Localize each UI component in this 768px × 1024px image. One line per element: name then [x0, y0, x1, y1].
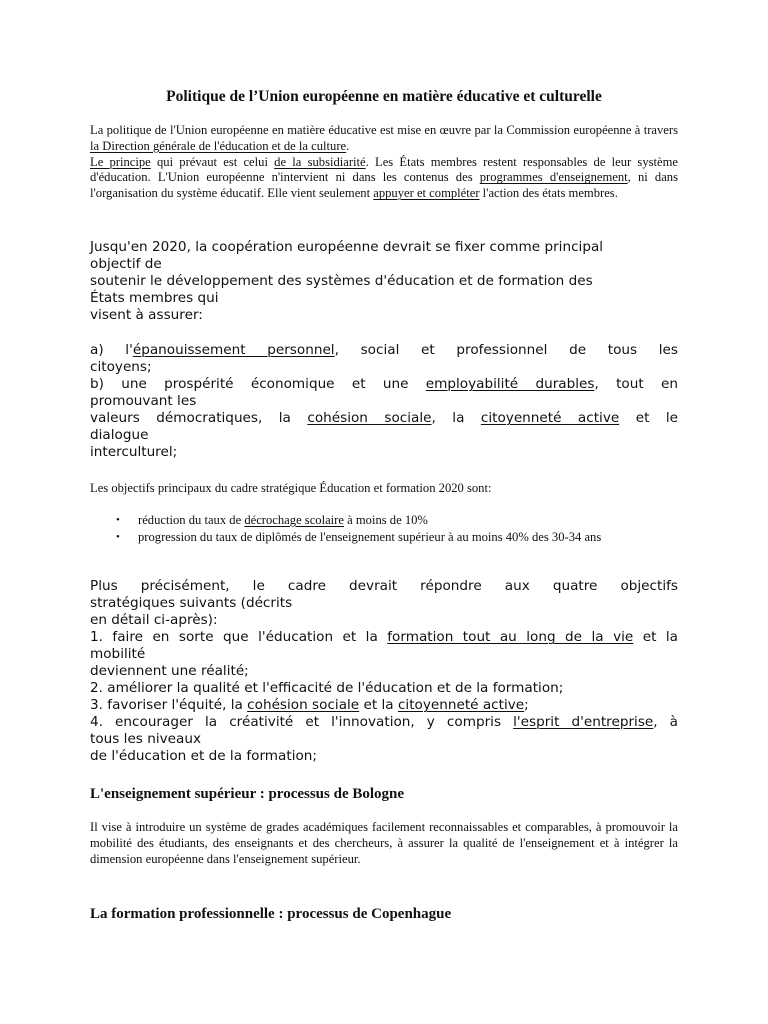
- objective-1-line-3: deviennent une réalité;: [90, 663, 249, 679]
- aim-c-suffix: et le: [619, 410, 679, 426]
- aim-b-suffix: , tout en: [594, 376, 678, 392]
- strategic-line: stratégiques suivants (décrits: [90, 595, 293, 611]
- objective-4-line-2: tous les niveaux: [90, 731, 202, 747]
- bullet-text: progression du taux de diplômés de l'enseignement supérieur à au moins 40% des 30-34 ans: [138, 530, 602, 544]
- link-cohesion-sociale[interactable]: cohésion sociale: [307, 410, 432, 426]
- bullet-1-suffix: à moins de 10%: [343, 513, 428, 527]
- document-title: Politique de l’Union européenne en matière éducative et culturelle: [166, 88, 602, 105]
- cooperation-paragraph: [90, 239, 678, 324]
- aim-b-prefix: b) une prospérité économique et une: [90, 376, 426, 392]
- intro-text-6: l'action des états membres.: [479, 186, 618, 201]
- objective-3: [90, 697, 678, 714]
- objective-1-suffix: et la: [633, 629, 678, 645]
- aim-b: [90, 376, 678, 393]
- aim-a-prefix: a) l': [90, 342, 133, 358]
- link-le-principe[interactable]: Le principe: [90, 154, 151, 169]
- list-item: [90, 529, 678, 545]
- intro-text-5: , ni dans l'organisation du système éducatif. Elle vient seulement: [90, 170, 679, 201]
- aim-c-line-2: dialogue: [90, 427, 149, 443]
- link-citoyennete-active-2[interactable]: citoyenneté active: [397, 697, 525, 713]
- bullet-icon: •: [116, 514, 120, 526]
- aims-list: [90, 342, 678, 461]
- objectives-intro: Les objectifs principaux du cadre stratégique Éducation et formation 2020 sont:: [90, 481, 492, 495]
- intro-text-4: . Les États membres restent responsables de leur système d'éducation. L'Union européenne n'intervient ni dans les contenus des: [90, 154, 678, 185]
- aim-c-prefix: valeurs démocratiques, la: [90, 410, 308, 426]
- intro-text-1: La politique de l'Union européenne en matière éducative est mise en œuvre par la Commission européenne à travers: [90, 123, 678, 137]
- bullet-icon: •: [116, 531, 120, 543]
- heading-bologne: L'enseignement supérieur : processus de Bologne: [90, 786, 405, 802]
- aim-c: [90, 410, 678, 427]
- objective-1-line-2: mobilité: [90, 646, 146, 662]
- link-epanouissement-personnel[interactable]: épanouissement personnel: [132, 342, 335, 358]
- aim-a-suffix: , social et professionnel de tous les: [334, 342, 678, 358]
- strategic-line: Plus précisément, le cadre devrait répondre aux quatre objectifs: [90, 578, 678, 594]
- link-employabilite-durables[interactable]: employabilité durables: [425, 376, 595, 392]
- objective-4-prefix: 4. encourager la créativité et l'innovation, y compris: [90, 714, 514, 730]
- link-esprit-entreprise[interactable]: l'esprit d'entreprise: [513, 714, 654, 730]
- aim-a: [90, 342, 678, 359]
- intro-paragraph: [90, 123, 678, 202]
- objective-4-line-3: de l'éducation et de la formation;: [90, 748, 317, 764]
- link-programmes-enseignement[interactable]: programmes d'enseignement: [479, 170, 628, 185]
- link-appuyer-completer[interactable]: appuyer et compléter: [373, 186, 480, 201]
- link-citoyennete-active[interactable]: citoyenneté active: [480, 410, 620, 426]
- intro-text-3: qui prévaut est celui: [150, 154, 275, 169]
- strategic-line: en détail ci-après):: [90, 612, 218, 628]
- objective-3-suffix: ;: [524, 697, 529, 713]
- cooperation-line: objectif de: [90, 256, 162, 272]
- bullet-1-prefix: réduction du taux de: [138, 513, 245, 527]
- aim-b-line-2: promouvant les: [90, 393, 197, 409]
- objective-4-suffix: , à: [653, 714, 678, 730]
- link-formation-tout-au-long[interactable]: formation tout au long de la vie: [387, 629, 634, 645]
- bologne-paragraph: Il vise à introduire un système de grades académiques facilement reconnaissables et comparables, à promouvoir la mobilité des étudiants, des enseignants et des chercheurs, à assurer la qualité de l'enseignement et à intégrer la dimension européenne dans l'enseignement supérieur.: [90, 820, 678, 866]
- objective-3-mid: et la: [359, 697, 398, 713]
- link-cohesion-sociale-2[interactable]: cohésion sociale: [247, 697, 360, 713]
- objective-2: 2. améliorer la qualité et l'efficacité de l'éducation et de la formation;: [90, 680, 564, 696]
- cooperation-line: Jusqu'en 2020, la coopération européenne devrait se fixer comme principal: [90, 239, 604, 255]
- objectives-bullet-list: [90, 512, 678, 546]
- aim-c-mid: , la: [431, 410, 481, 426]
- heading-copenhague: La formation professionnelle : processus de Copenhague: [90, 906, 452, 922]
- link-decrochage-scolaire[interactable]: décrochage scolaire: [244, 513, 344, 527]
- bullet-text: [138, 512, 678, 528]
- objective-3-prefix: 3. favoriser l'équité, la: [90, 697, 248, 713]
- intro-text-2: .: [346, 138, 350, 153]
- objective-4: [90, 714, 678, 731]
- link-direction-generale[interactable]: la Direction générale de l'éducation et de la culture: [90, 138, 347, 153]
- link-subsidiarite[interactable]: de la subsidiarité: [274, 154, 366, 169]
- list-item: [90, 512, 678, 528]
- cooperation-line: États membres qui: [90, 290, 219, 306]
- aim-a-line-2: citoyens;: [90, 359, 152, 375]
- objective-1: [90, 629, 678, 646]
- cooperation-line: visent à assurer:: [90, 307, 203, 323]
- aim-c-line-3: interculturel;: [90, 444, 178, 460]
- objective-1-prefix: 1. faire en sorte que l'éducation et la: [90, 629, 388, 645]
- cooperation-line: soutenir le développement des systèmes d'éducation et de formation des: [90, 273, 593, 289]
- strategic-objectives: [90, 578, 678, 765]
